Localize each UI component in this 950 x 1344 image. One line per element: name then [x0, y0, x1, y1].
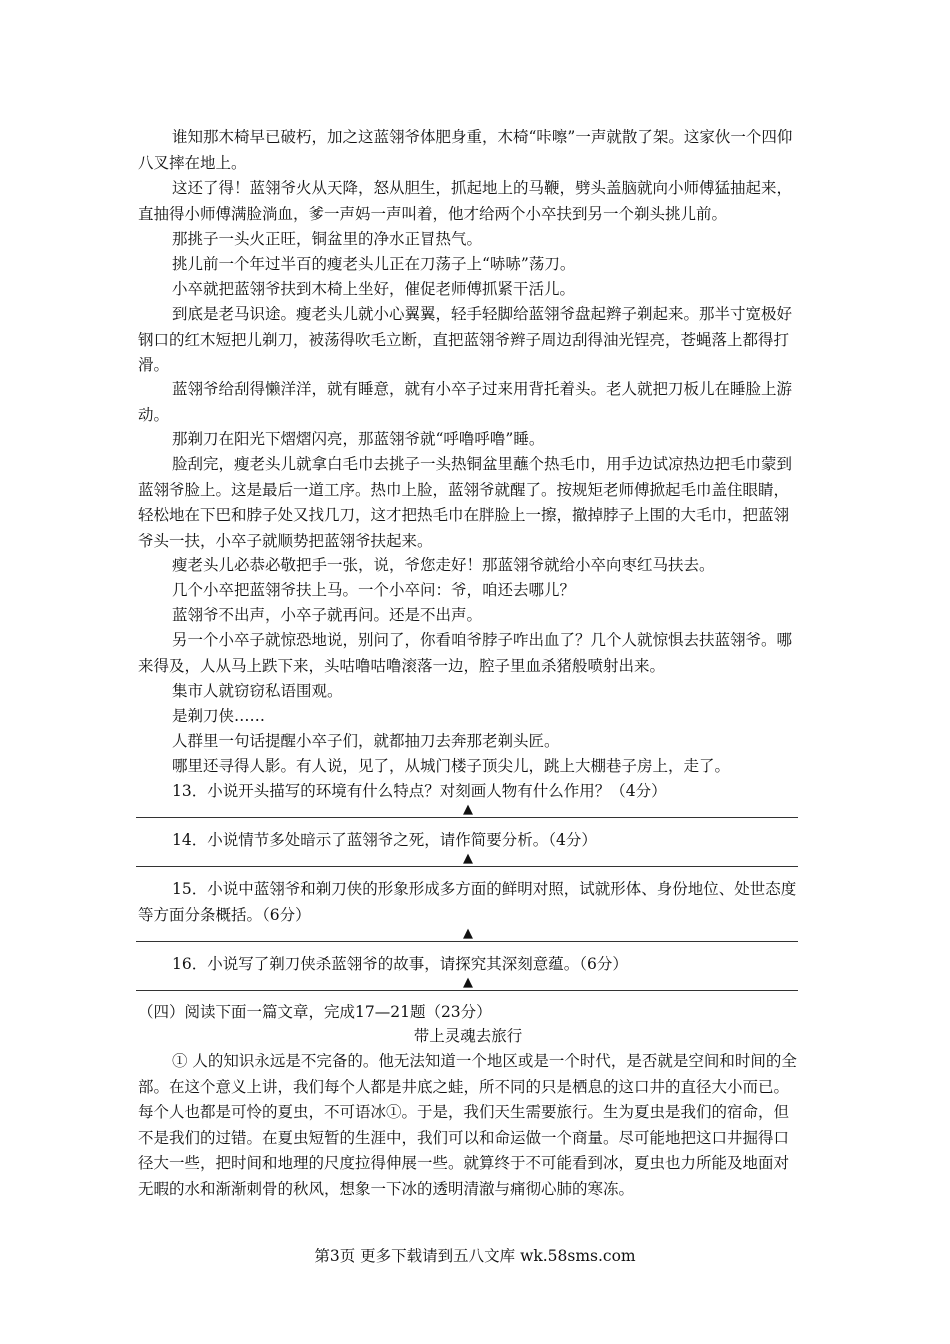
- answer-mark: ▲: [463, 926, 473, 941]
- page-footer: 第3页 更多下载请到五八文库 wk.58sms.com: [314, 1247, 636, 1265]
- answer-mark: ▲: [463, 802, 473, 817]
- article-title: 带上灵魂去旅行: [413, 1027, 523, 1045]
- story-paragraph: 小卒就把蓝翎爷扶到木椅上坐好，催促老师傅抓紧干活儿。: [172, 280, 576, 298]
- story-paragraph: 蓝翎爷给刮得懒洋洋，就有睡意，就有小卒子过来用背托着头。老人就把刀板儿在睡脸上游动。: [138, 380, 793, 424]
- story-paragraph: 集市人就窃窃私语围观。: [172, 682, 343, 700]
- question-13: 13．小说开头描写的环境有什么特点？对刻画人物有什么作用？（4分）: [172, 782, 667, 800]
- story-paragraph: 是剃刀侠……: [172, 707, 266, 725]
- answer-line[interactable]: [136, 990, 798, 991]
- story-paragraph: 几个小卒把蓝翎爷扶上马。一个小卒问：爷，咱还去哪儿？: [172, 581, 576, 599]
- story-paragraph: 哪里还寻得人影。有人说，见了，从城门楼子顶尖儿，跳上大棚巷子房上，走了。: [172, 757, 731, 775]
- answer-mark: ▲: [463, 851, 473, 866]
- story-paragraph: 这还了得！蓝翎爷火从天降，怒从胆生，抓起地上的马鞭，劈头盖脑就向小师傅猛抽起来，直抽得小师傅满脸淌血，爹一声妈一声叫着，他才给两个小卒扶到另一个剃头挑儿前。: [138, 179, 793, 223]
- story-paragraph: 脸刮完，瘦老头儿就拿白毛巾去挑子一头热铜盆里蘸个热毛巾，用手边试凉热边把毛巾蒙到蓝翎爷脸上。这是最后一道工序。热巾上脸，蓝翎爷就醒了。按规矩老师傅掀起毛巾盖住眼睛，轻松地在下巴和脖子处又找几刀，这才把热毛巾在胖脸上一擦，撤掉脖子上围的大毛巾，把蓝翎爷头一扶，小卒子就顺势把蓝翎爷扶起来。: [138, 455, 793, 550]
- story-paragraph: 那剃刀在阳光下熠熠闪亮，那蓝翎爷就“呼噜呼噜”睡。: [172, 430, 545, 448]
- answer-mark: ▲: [463, 975, 473, 990]
- question-14: 14．小说情节多处暗示了蓝翎爷之死，请作简要分析。（4分）: [172, 831, 597, 849]
- story-paragraph: 挑儿前一个年过半百的瘦老头儿正在刀荡子上“哧哧”荡刀。: [172, 255, 576, 273]
- story-paragraph: 蓝翎爷不出声，小卒子就再问。还是不出声。: [172, 606, 483, 624]
- story-paragraph: 到底是老马识途。瘦老头儿就小心翼翼，轻手轻脚给蓝翎爷盘起辫子剃起来。那半寸宽极好钢口的红木短把儿剃刀，被荡得吹毛立断，直把蓝翎爷辫子周边刮得油光锃亮，苍蝇落上都得打滑。: [138, 305, 793, 374]
- story-paragraph: 瘦老头儿必恭必敬把手一张，说，爷您走好！那蓝翎爷就给小卒向枣红马扶去。: [172, 556, 715, 574]
- story-paragraph: 人群里一句话提醒小卒子们，就都抽刀去奔那老剃头匠。: [172, 732, 560, 750]
- article-paragraph-1: ① 人的知识永远是不完备的。他无法知道一个地区或是一个时代，是否就是空间和时间的全部。在这个意义上讲，我们每个人都是井底之蛙，所不同的只是栖息的这口井的直径大小而已。每个人也都是可怜的夏虫，不可语冰①。于是，我们天生需要旅行。生为夏虫是我们的宿命，但不是我们的过错。在夏虫短暂的生涯中，我们可以和命运做一个商量。尽可能地把这口井掘得口径大一些，把时间和地理的尺度拉得伸展一些。就算终于不可能看到冰，夏虫也力所能及地面对无暇的水和渐渐刺骨的秋风，想象一下冰的透明清澈与痛彻心肺的寒冻。: [138, 1052, 797, 1198]
- section-heading: （四）阅读下面一篇文章，完成17—21题（23分）: [138, 1003, 492, 1021]
- question-15: 15．小说中蓝翎爷和剃刀侠的形象形成多方面的鲜明对照，试就形体、身份地位、处世态度等方面分条概括。（6分）: [138, 880, 797, 924]
- question-16: 16．小说写了剃刀侠杀蓝翎爷的故事，请探究其深刻意蕴。（6分）: [172, 955, 628, 973]
- answer-line[interactable]: [136, 866, 798, 867]
- story-paragraph: 另一个小卒子就惊恐地说，别问了，你看咱爷脖子咋出血了？几个人就惊惧去扶蓝翎爷。哪来得及，人从马上跌下来，头咕噜咕噜滚落一边，腔子里血杀猪般喷射出来。: [138, 631, 793, 675]
- story-paragraph: 那挑子一头火正旺，铜盆里的净水正冒热气。: [172, 230, 483, 248]
- answer-line[interactable]: [136, 941, 798, 942]
- answer-line[interactable]: [136, 817, 798, 818]
- story-paragraph: 谁知那木椅早已破朽，加之这蓝翎爷体肥身重，木椅“咔嚓”一声就散了架。这家伙一个四仰八叉摔在地上。: [138, 128, 793, 172]
